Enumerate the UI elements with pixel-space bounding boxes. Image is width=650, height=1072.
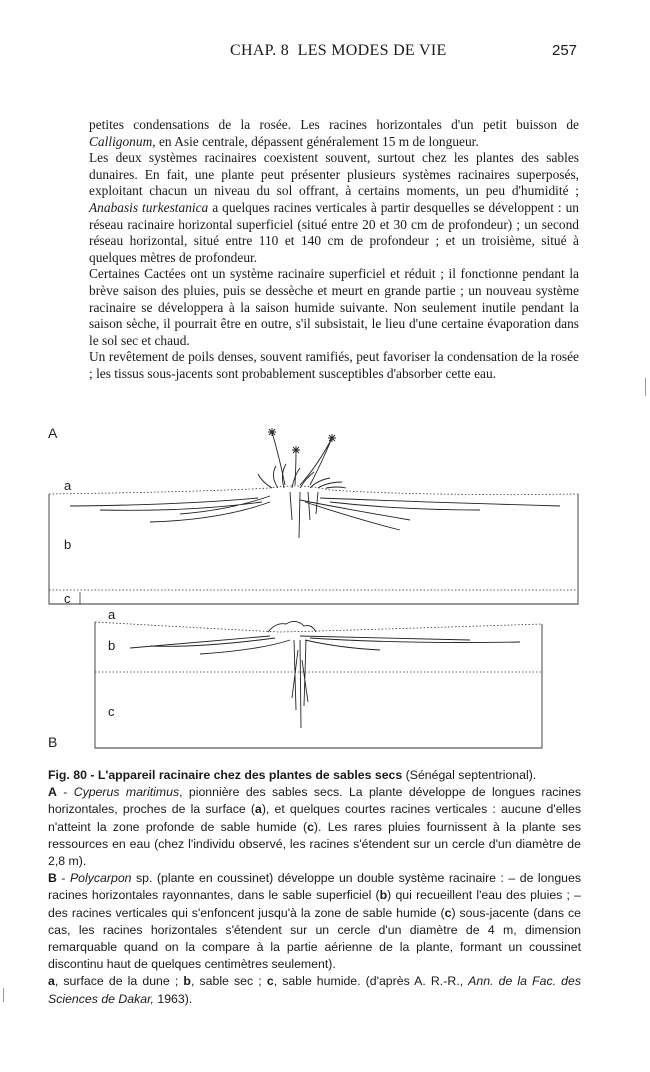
caption-part-b	[48, 870, 581, 973]
text-run: ), et quelques courtes racines verticales : aucune d'elles n'atteint la zone profonde de sable humide (	[48, 802, 581, 834]
chapter-title: LES MODES DE VIE	[297, 42, 447, 59]
layer-ref: c	[444, 905, 452, 920]
leaf-tuft	[258, 464, 346, 488]
page-number: 257	[552, 42, 578, 59]
paragraph: Un revêtement de poils denses, souvent ramifiés, peut favoriser la condensation de la rosée ; les tissus sous-jacents sont probablement susceptibles d'absorber cette eau.	[89, 349, 579, 381]
figure-caption	[48, 767, 581, 1008]
text-run: -	[56, 785, 74, 800]
layer-ref: c	[307, 819, 314, 834]
text-run: a quelques racines verticales à partir desquelles se développent : un réseau racinaire horizontal superficiel (situé entre 20 et 30 cm de profondeur) ; un second réseau horizontal, situé entre 110 et 140 cm de profondeur ; et un troisième, situé à quelques mètres de profondeur.	[89, 199, 579, 265]
flower-head	[328, 434, 336, 442]
figure-drawing	[0, 410, 650, 770]
species-name: Anabasis turkestanica	[89, 199, 209, 215]
root-system-figure	[0, 410, 650, 770]
panel-b-layer-a: a	[108, 607, 116, 622]
paragraph: Certaines Cactées ont un système racinaire superficiel et réduit ; il fonctionne pendant la brève saison des pluies, puis se dessèche et meurt en grande partie ; un nouveau système racinaire se développera à la saison humide suivante. Non seulement inutile pendant la saison sèche, il pourrait être en outre, s'il subsistait, le lieu d'une certaine évaporation dans le sol sec et chaud.	[89, 266, 579, 348]
species-name: Calligonum	[89, 133, 153, 149]
margin-mark	[3, 988, 4, 1002]
flower-head	[268, 428, 276, 436]
text-run: ). Les rares pluies fournissent à la plante ses ressources en eau (chez l'individu observé, les racines s'étendent sur un cercle d'un diamètre de 2,8 m).	[48, 819, 581, 869]
flower-head	[292, 446, 300, 454]
running-head	[0, 42, 650, 64]
running-title	[230, 42, 447, 60]
part-label: B	[48, 871, 57, 886]
margin-mark	[645, 378, 646, 396]
panel-a-layer-b: b	[64, 537, 72, 552]
layer-ref: b	[183, 974, 191, 989]
panel-a-soil-profile	[49, 486, 578, 604]
text-run: -	[56, 871, 70, 886]
part-label: A	[48, 785, 57, 800]
caption-part-a	[48, 784, 581, 870]
short-vertical-roots	[290, 492, 318, 538]
panel-b-frame	[95, 622, 542, 748]
text-run: , sable humide. (d'après A. R.-R.,	[273, 974, 469, 989]
text-run: Les deux systèmes racinaires coexistent souvent, surtout chez les plantes des sables dunaires. En fait, une plante peut présenter plusieurs systèmes racinaires superposés, exploitant chacun un niveau du sol offrant, à certains moments, un peu d'humidité ;	[89, 150, 579, 199]
body-text	[89, 117, 579, 383]
dune-surface-line	[49, 486, 578, 495]
layer-ref: a	[48, 974, 55, 989]
panel-b-layer-c: c	[108, 704, 115, 719]
layer-ref: c	[266, 974, 274, 989]
panel-b-layer-b: b	[108, 638, 116, 653]
layer-ref: b	[379, 888, 388, 903]
text-run: , pionnière des sables secs. La plante développe de longues racines horizontales, proches de la surface (	[48, 785, 582, 817]
horizontal-roots	[70, 496, 560, 530]
text-run: ) sous-jacente (dans ce cas, les racines horizontales s'étendent sur un cercle d'un diamètre de 4 m, dimension remarquable quand on la compare à la partie aérienne de la plante, formant un coussinet discontinu haut de quelques centimètres seulement).	[48, 905, 581, 972]
text-run: 1963).	[153, 991, 193, 1006]
species-name: Cyperus maritimus	[73, 785, 180, 800]
species-name: Polycarpon	[69, 871, 132, 886]
cyperus-plant	[70, 428, 560, 538]
panel-a-label: A	[48, 425, 58, 441]
panel-b-label: B	[48, 734, 58, 750]
dune-surface-line	[95, 622, 542, 632]
paragraph	[89, 117, 579, 150]
deep-vertical-roots	[292, 640, 308, 728]
text-run: ) qui recueillent l'eau des pluies ; – des racines verticales qui s'enfoncent jusqu'à la zone de sable humide (	[48, 888, 581, 920]
caption-legend	[48, 973, 581, 1007]
cushion-plant	[268, 621, 316, 632]
panel-a-layer-a: a	[64, 478, 72, 493]
chapter-number: CHAP. 8	[230, 42, 290, 59]
text-run: petites condensations de la rosée. Les racines horizontales d'un petit buisson de	[89, 117, 579, 132]
cyperus-stems	[272, 432, 332, 485]
panel-a-layer-c: c	[64, 591, 71, 606]
text-run: , sable sec ;	[190, 974, 267, 989]
layer-ref: a	[254, 802, 262, 817]
text-run: , surface de la dune ;	[54, 974, 184, 989]
text-run: (Sénégal septentrional).	[402, 768, 537, 782]
polycarpon-plant	[130, 621, 520, 728]
horizontal-roots	[130, 636, 520, 654]
text-run: sp. (plante en coussinet) développe un double système racinaire : – de longues racines horizontales rayonnantes, dans le sable superficiel (	[48, 871, 581, 903]
figure-label: Fig. 80 - L'appareil racinaire chez des plantes de sables secs	[48, 768, 403, 782]
source-title: Ann. de la Fac. des Sciences de Dakar,	[48, 974, 581, 1006]
caption-title	[48, 767, 581, 784]
paragraph	[89, 150, 579, 266]
panel-b-soil-profile	[95, 622, 542, 748]
text-run: , en Asie centrale, dépassent généralement 15 m de longueur.	[152, 133, 479, 149]
